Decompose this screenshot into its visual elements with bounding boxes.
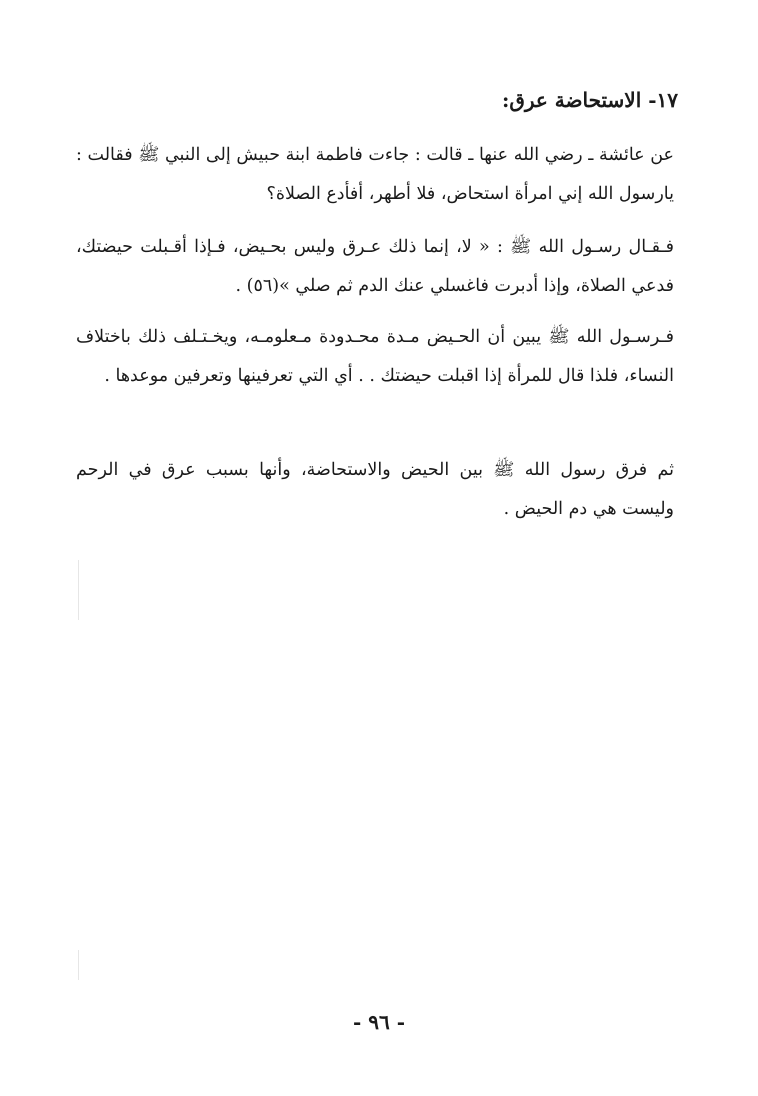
scan-edge-mark-bottom <box>78 950 79 980</box>
paragraph-explanation: فـرسـول الله ﷺ يبين أن الحـيض مـدة محـدودة مـعلومـه، ويخـتـلف ذلك باختلاف النساء، فلذا قال للمرأة إذا اقبلت حيضتك . . أي التي تعرفينها وتعرفين موعدها . <box>76 327 674 386</box>
scan-edge-mark-top <box>78 560 79 620</box>
paragraph-hadith-answer: فـقـال رسـول الله ﷺ : « لا، إنما ذلك عـرق وليس بحـيض، فـإذا أقـبلت حيضتك، فدعي الصلاة، وإذا أدبرت فاغسلي عنك الدم ثم صلي »(٥٦) . <box>76 237 674 296</box>
page-number: - ٩٦ - <box>352 1010 405 1034</box>
paragraph-conclusion: ثم فرق رسول الله ﷺ بين الحيض والاستحاضة، وأنها بسبب عرق في الرحم وليست هي دم الحيض . <box>76 460 674 519</box>
paragraph-hadith-question: عن عائشة ـ رضي الله عنها ـ قالت : جاءت فاطمة ابنة حبيش إلى النبي ﷺ فقالت : يارسول الله إني امرأة استحاض، فلا أطهر، أفأدع الصلاة؟ <box>76 145 674 204</box>
section-heading: ١٧- الاستحاضة عرق: <box>501 88 678 112</box>
